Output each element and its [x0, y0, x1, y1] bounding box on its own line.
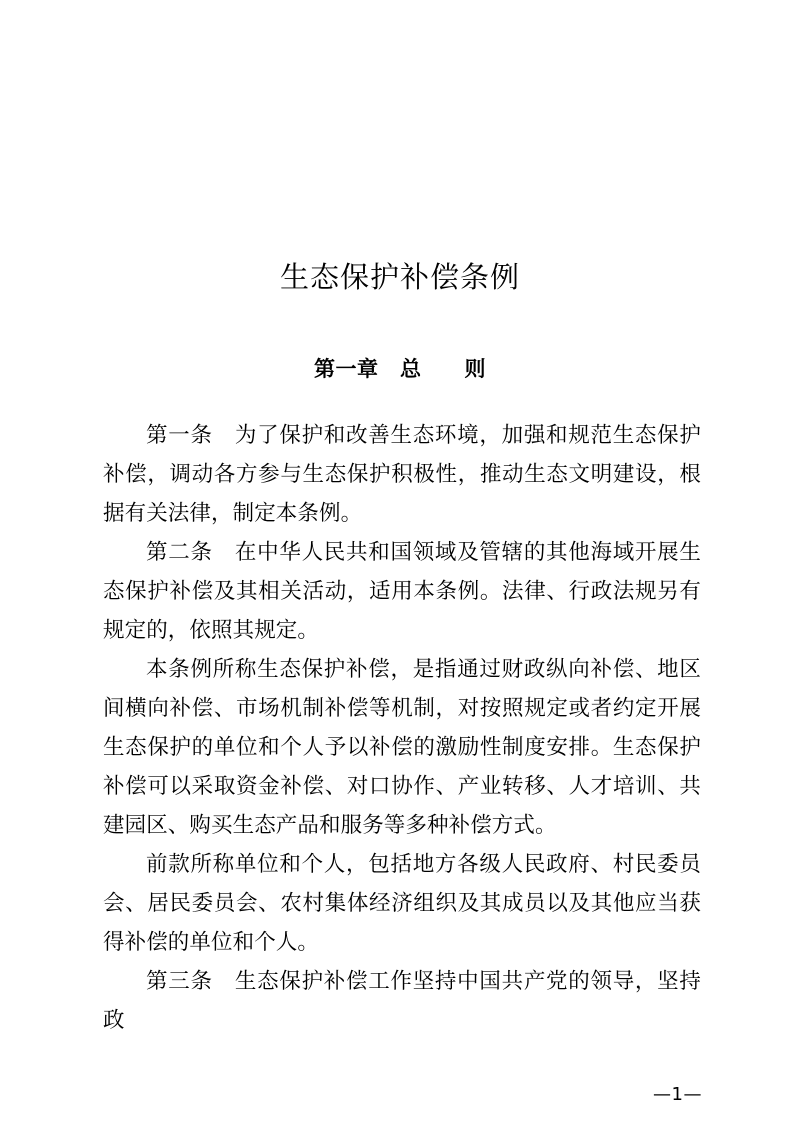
article-text-3: 本条例所称生态保护补偿，是指通过财政纵向补偿、地区间横向补偿、市场机制补偿等机制，对按照规定或者约定开展生态保护的单位和个人予以补偿的激励性制度安排。生态保护补偿可以采取资金补偿、对口协作、产业转移、人才培训、共建园区、购买生态产品和服务等多种补偿方式。 — [103, 657, 701, 838]
article-text-2: 在中华人民共和国领域及管辖的其他海域开展生态保护补偿及其相关活动，适用本条例。法律、行政法规另有规定的，依照其规定。 — [103, 540, 701, 643]
article-text-5: 生态保护补偿工作坚持中国共产党的领导，坚持政 — [103, 969, 701, 1033]
article-separator-2 — [213, 540, 235, 565]
article-text-4: 前款所称单位和个人，包括地方各级人民政府、村民委员会、居民委员会、农村集体经济组织及其成员以及其他应当获得补偿的单位和个人。 — [103, 852, 701, 955]
article-separator-1 — [213, 423, 235, 448]
paragraph-article-1 — [103, 416, 701, 533]
paragraph-article-3 — [103, 962, 701, 1040]
chapter-heading: 第一章 总 则 — [314, 357, 486, 382]
page-number: —1— — [653, 1084, 702, 1105]
article-separator-5 — [213, 969, 235, 994]
article-number-5: 第三条 — [146, 969, 213, 994]
paragraph-article-2 — [103, 533, 701, 650]
article-number-2: 第二条 — [146, 540, 213, 565]
page-title: 生态保护补偿条例 — [279, 260, 520, 295]
article-text-1: 为了保护和改善生态环境，加强和规范生态保护补偿，调动各方参与生态保护积极性，推动生态文明建设，根据有关法律，制定本条例。 — [103, 423, 701, 526]
paragraph-definition — [103, 650, 701, 845]
document-body — [103, 416, 701, 1040]
paragraph-entities — [103, 845, 701, 962]
article-number-1: 第一条 — [146, 423, 213, 448]
